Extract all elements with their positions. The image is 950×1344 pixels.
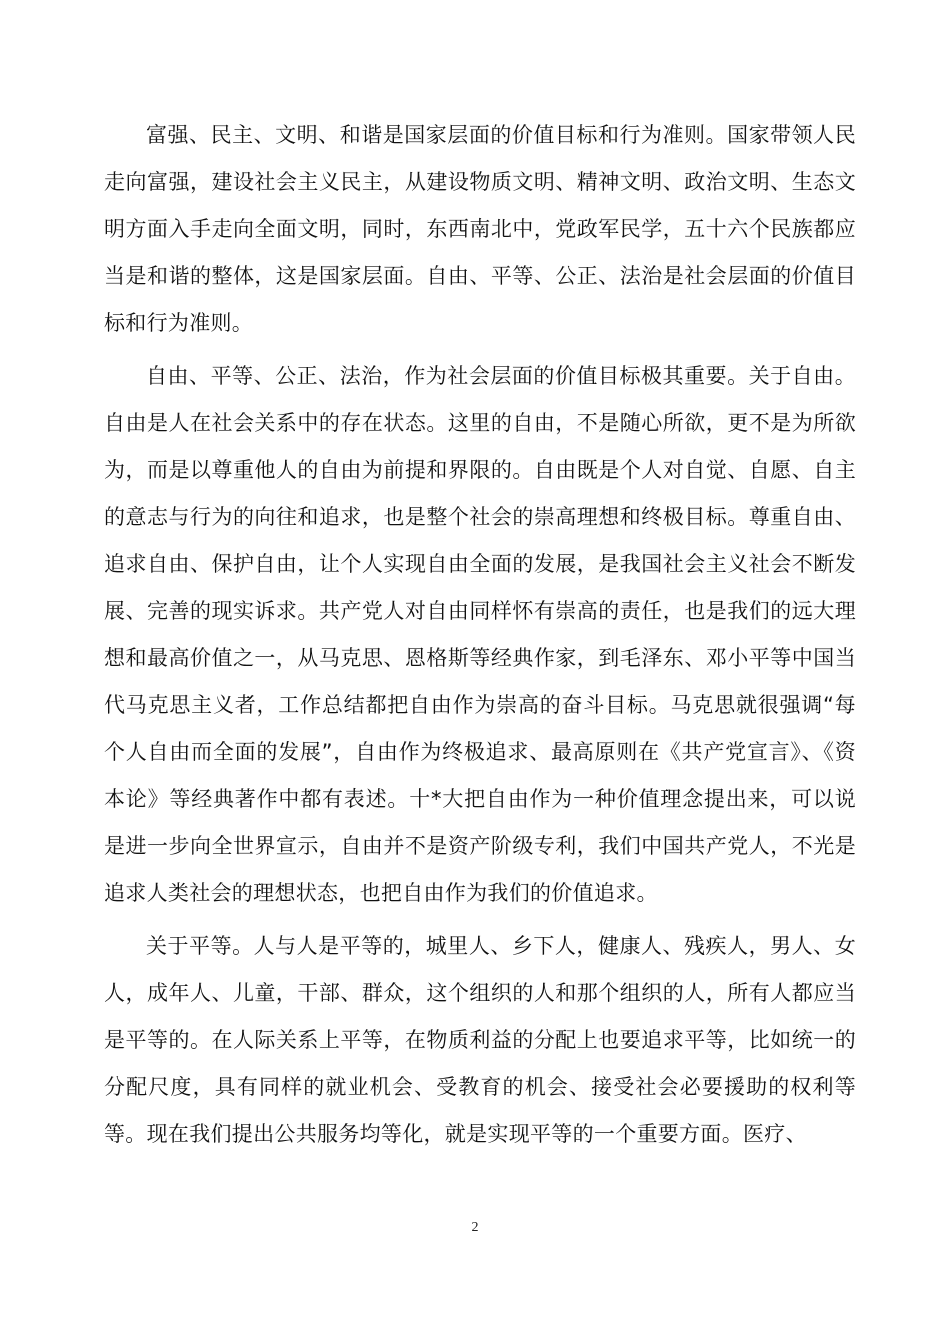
paragraph-1: 富强、民主、文明、和谐是国家层面的价值目标和行为准则。国家带领人民走向富强，建设社会主义民主，从建设物质文明、精神文明、政治文明、生态文明方面入手走向全面文明，同时，东西南北中，党政军民学，五十六个民族都应当是和谐的整体，这是国家层面。自由、平等、公正、法治是社会层面的价值目标和行为准则。 — [104, 123, 856, 335]
paragraph-3: 关于平等。人与人是平等的，城里人、乡下人，健康人、残疾人，男人、女人，成年人、儿童，干部、群众，这个组织的人和那个组织的人，所有人都应当是平等的。在人际关系上平等，在物质利益的分配上也要追求平等，比如统一的分配尺度，具有同样的就业机会、受教育的机会、接受社会必要援助的权利等等。现在我们提出公共服务均等化，就是实现平等的一个重要方面。医疗、 — [104, 934, 856, 1146]
paragraph-2: 自由、平等、公正、法治，作为社会层面的价值目标极其重要。关于自由。自由是人在社会关系中的存在状态。这里的自由，不是随心所欲，更不是为所欲为，而是以尊重他人的自由为前提和界限的。自由既是个人对自觉、自愿、自主的意志与行为的向往和追求，也是整个社会的崇高理想和终极目标。尊重自由、追求自由、保护自由，让个人实现自由全面的发展，是我国社会主义社会不断发展、完善的现实诉求。共产党人对自由同样怀有崇高的责任，也是我们的远大理想和最高价值之一，从马克思、恩格斯等经典作家，到毛泽东、邓小平等中国当代马克思主义者，工作总结都把自由作为崇高的奋斗目标。马克思就很强调“每个人自由而全面的发展”，自由作为终极追求、最高原则在《共产党宣言》、《资本论》等经典著作中都有表述。十*大把自由作为一种价值理念提出来，可以说是进一步向全世界宣示，自由并不是资产阶级专利，我们中国共产党人，不光是追求人类社会的理想状态，也把自由作为我们的价值追求。 — [104, 364, 856, 905]
document-body — [104, 112, 856, 1158]
page-number: 2 — [471, 1220, 479, 1235]
